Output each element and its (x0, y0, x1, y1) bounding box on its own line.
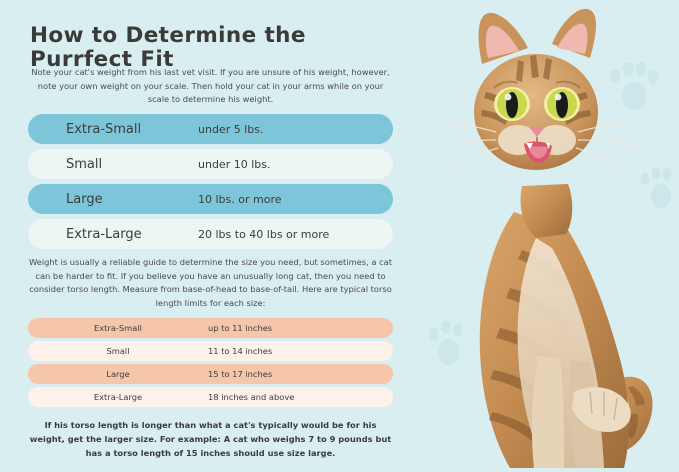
table-row (28, 219, 393, 249)
table-row (28, 184, 393, 214)
cat-photo (418, 0, 679, 472)
torso-size-value: 11 to 14 inches (208, 346, 273, 356)
intro-paragraph: Note your cat's weight from his last vet visit. If you are unsure of his weight, however, note your own weight on your scale. Then hold your cat in your arms while on your scale to determine his weight. (31, 67, 390, 105)
weight-size-value: 20 lbs to 40 lbs or more (198, 227, 330, 241)
weight-size-label: Large (66, 191, 103, 207)
torso-size-label: Small (106, 346, 130, 356)
table-row (28, 149, 393, 179)
cat-illustration (418, 0, 679, 472)
weight-size-value: under 5 lbs. (198, 122, 264, 136)
weight-size-label: Extra-Large (66, 226, 142, 242)
weight-size-table (28, 114, 393, 254)
torso-size-label: Extra-Small (94, 323, 142, 333)
weight-size-value: 10 lbs. or more (198, 192, 282, 206)
table-row (28, 114, 393, 144)
page-title: How to Determine the Purrfect Fit (30, 23, 306, 72)
torso-size-value: 18 inches and above (208, 392, 295, 402)
footer-paragraph: If his torso length is longer than what a cat's typically would be for his weight, get the larger size. For example: A cat who weighs 7 to 9 pounds but has a torso length of 15 inches should use size large. (29, 420, 392, 459)
table-row (28, 341, 393, 361)
weight-size-value: under 10 lbs. (198, 157, 271, 171)
table-row (28, 364, 393, 384)
torso-size-label: Extra-Large (93, 392, 143, 402)
torso-paragraph: Weight is usually a reliable guide to determine the size you need, but sometimes, a cat can be harder to fit. If you believe you have an unusually long cat, then you need to consider torso length. Measure from base-of-head to base-of-tail. Here are typical torso length limits for each size: (29, 257, 392, 309)
weight-size-label: Small (66, 156, 103, 172)
torso-length-table (28, 318, 393, 410)
table-row (28, 318, 393, 338)
table-row (28, 387, 393, 407)
torso-size-label: Large (106, 369, 130, 379)
torso-size-value: 15 to 17 inches (208, 369, 273, 379)
torso-size-value: up to 11 inches (208, 323, 273, 333)
weight-size-label: Extra-Small (66, 121, 142, 137)
